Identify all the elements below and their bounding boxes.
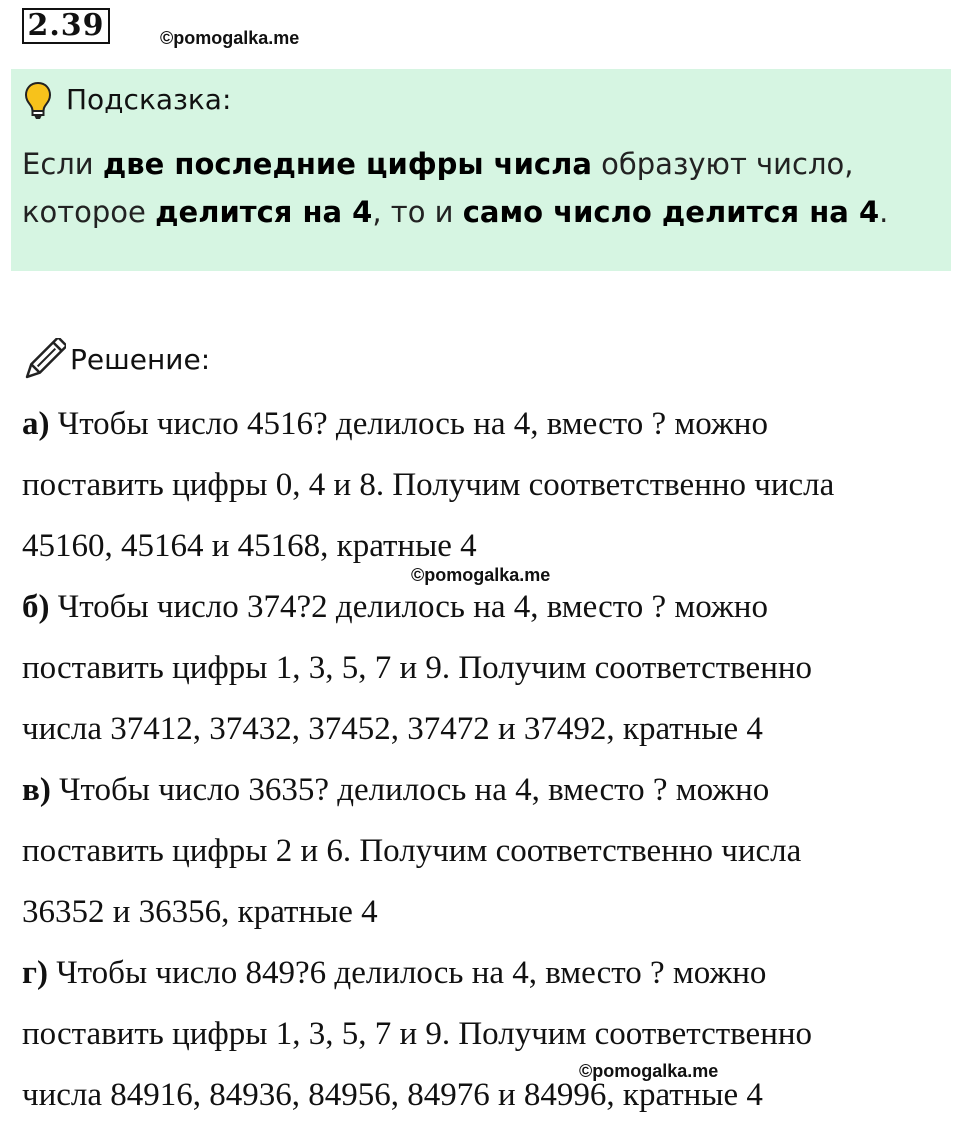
- hint-text: [22, 140, 932, 236]
- hint-text-part: , то и: [372, 195, 463, 229]
- solution-body: [22, 394, 947, 1126]
- hint-text-bold: само число делится на 4: [462, 195, 880, 229]
- hint-title: Подсказка:: [66, 83, 232, 116]
- solution-item-b: [22, 577, 947, 760]
- solution-line: Чтобы число 849?6 делилось на 4, вместо ? можно: [56, 955, 767, 991]
- solution-line: поставить цифры 2 и 6. Получим соответственно числа: [22, 833, 802, 869]
- hint-text-part: Если: [22, 147, 103, 181]
- watermark: ©pomogalka.me: [579, 1061, 719, 1081]
- solution-line: числа 84916, 84936, 84956, 84976 и 84996, кратные 4: [22, 1077, 763, 1113]
- item-label: г): [22, 955, 48, 991]
- solution-line: 45160, 45164 и 45168, кратные 4: [22, 528, 477, 564]
- solution-item-a: [22, 394, 947, 577]
- item-label: в): [22, 772, 51, 808]
- solution-line: числа 37412, 37432, 37452, 37472 и 37492, кратные 4: [22, 711, 763, 747]
- problem-number: 2.39: [22, 8, 110, 44]
- watermark: ©pomogalka.me: [411, 565, 551, 585]
- solution-line: поставить цифры 1, 3, 5, 7 и 9. Получим соответственно: [22, 650, 813, 686]
- solution-line: Чтобы число 374?2 делилось на 4, вместо ? можно: [57, 589, 768, 625]
- solution-item-v: [22, 760, 947, 943]
- hint-text-bold: делится на 4: [155, 195, 373, 229]
- hint-text-part: .: [879, 195, 889, 229]
- watermark: ©pomogalka.me: [160, 28, 300, 48]
- solution-line: поставить цифры 0, 4 и 8. Получим соответственно числа: [22, 467, 835, 503]
- lightbulb-icon: [22, 80, 54, 120]
- solution-line: Чтобы число 4516? делилось на 4, вместо ? можно: [57, 406, 768, 442]
- solution-line: 36352 и 36356, кратные 4: [22, 894, 378, 930]
- solution-title: Решение:: [70, 343, 211, 376]
- hint-text-bold: две последние цифры числа: [102, 147, 592, 181]
- item-label: а): [22, 406, 50, 442]
- pencil-icon: [22, 338, 66, 382]
- solution-line: Чтобы число 3635? делилось на 4, вместо ? можно: [59, 772, 770, 808]
- solution-item-g: [22, 943, 947, 1126]
- solution-line: поставить цифры 1, 3, 5, 7 и 9. Получим соответственно: [22, 1016, 813, 1052]
- item-label: б): [22, 589, 50, 625]
- hint-text-part: образуют число, которое: [22, 147, 854, 229]
